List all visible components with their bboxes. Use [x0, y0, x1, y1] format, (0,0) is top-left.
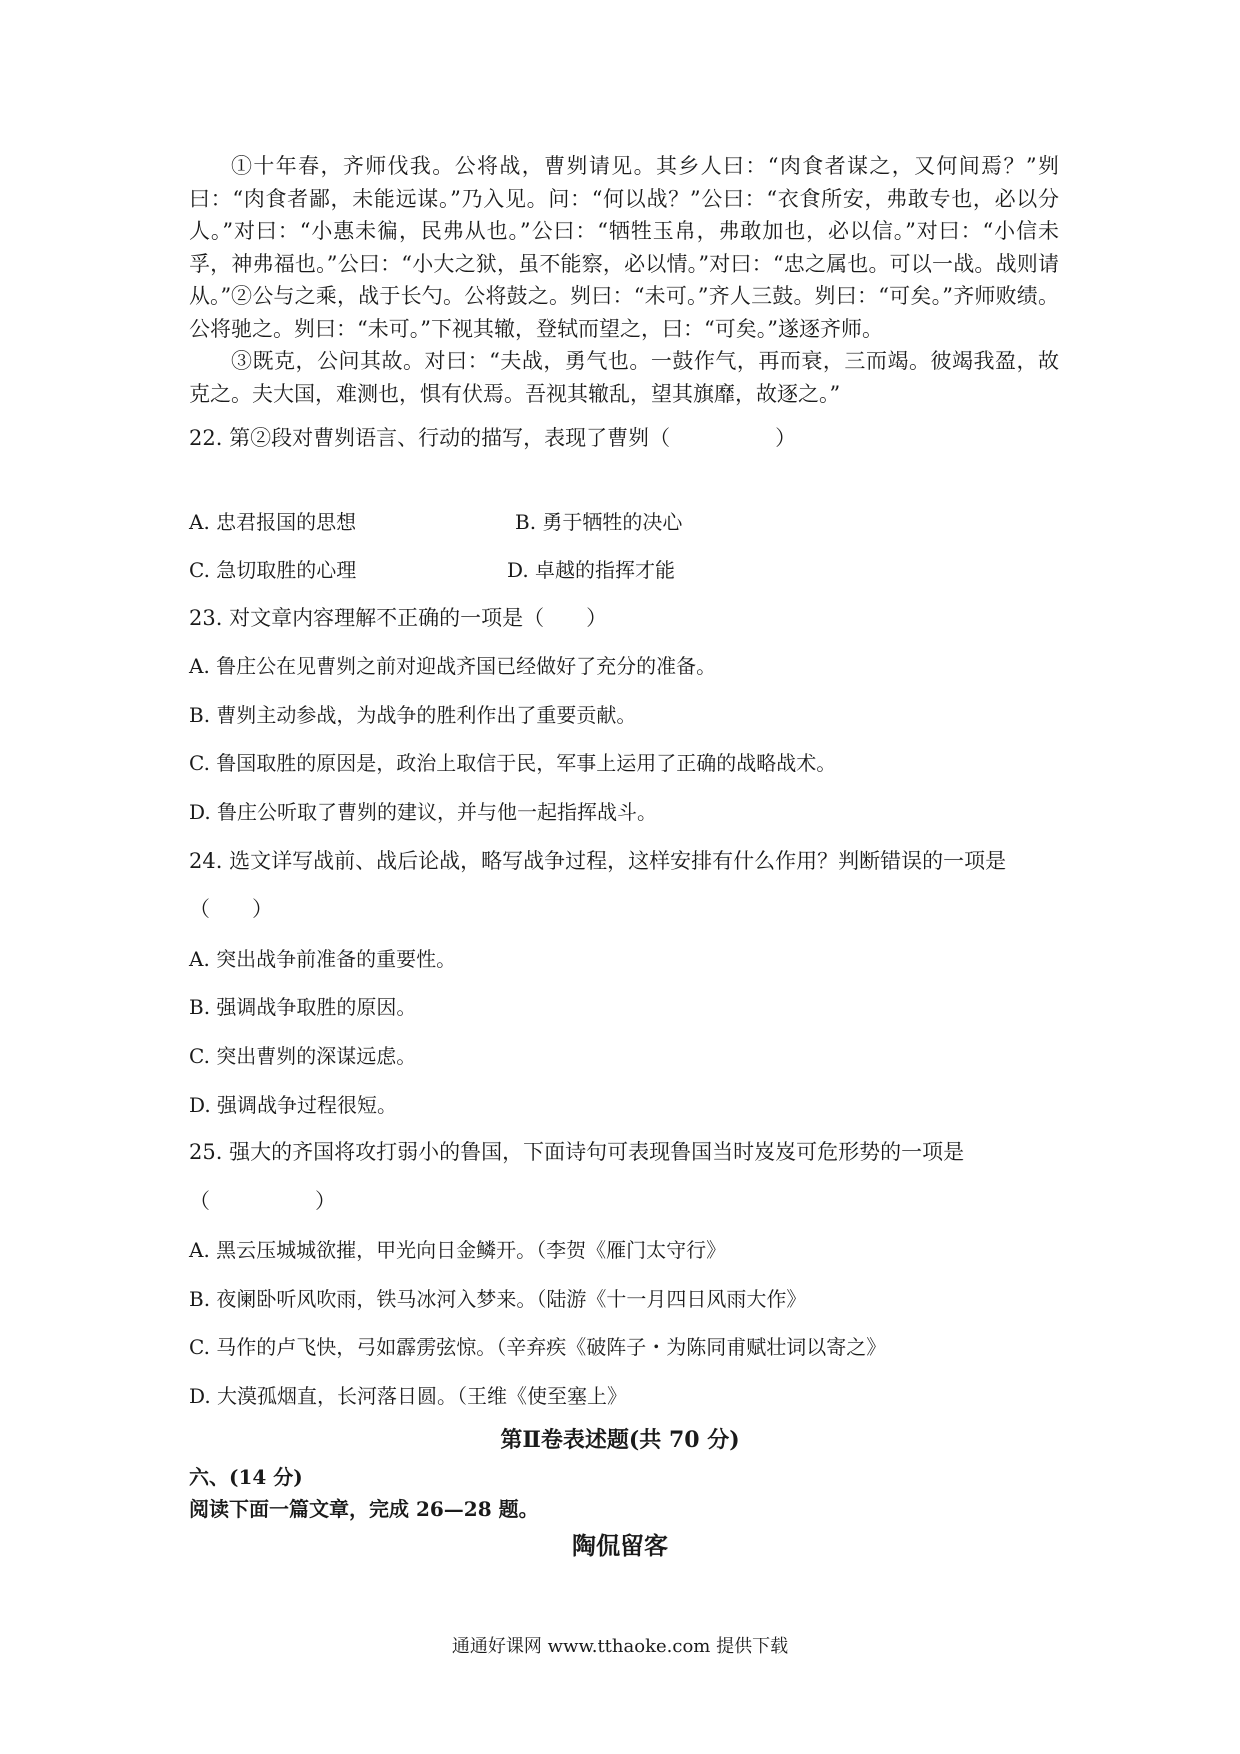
question-22-option-a: A. 忠君报国的思想: [189, 510, 357, 534]
question-24-option-c: C. 突出曹刿的深谋远虑。: [189, 1044, 417, 1068]
question-22-option-c: C. 急切取胜的心理: [189, 558, 357, 582]
article-title: 陶侃留客: [572, 1531, 668, 1560]
reading-instruction: 阅读下面一篇文章，完成 26—28 题。: [189, 1497, 539, 1521]
section-6-heading: 六、(14 分): [189, 1465, 303, 1489]
question-24-option-a: A. 突出战争前准备的重要性。: [189, 947, 457, 971]
question-24-answer-paren: （ ）: [189, 897, 273, 921]
question-22-stem: 22. 第②段对曹刿语言、行动的描写，表现了曹刿（ ）: [189, 426, 797, 450]
question-25-option-c: C. 马作的卢飞快，弓如霹雳弦惊。（辛弃疾《破阵子・为陈同甫赋壮词以寄之》: [189, 1335, 887, 1359]
question-23-option-b: B. 曹刿主动参战，为战争的胜利作出了重要贡献。: [189, 703, 637, 727]
question-23-option-a: A. 鲁庄公在见曹刿之前对迎战齐国已经做好了充分的准备。: [189, 654, 717, 678]
question-25-answer-paren: （ ）: [189, 1189, 336, 1213]
question-25-option-b: B. 夜阑卧听风吹雨，铁马冰河入梦来。（陆游《十一月四日风雨大作》: [189, 1287, 807, 1311]
question-25-option-d: D. 大漠孤烟直，长河落日圆。（王维《使至塞上》: [189, 1384, 628, 1408]
question-24-option-b: B. 强调战争取胜的原因。: [189, 995, 417, 1019]
question-23-option-c: C. 鲁国取胜的原因是，政治上取信于民，军事上运用了正确的战略战术。: [189, 751, 837, 775]
question-24-option-d: D. 强调战争过程很短。: [189, 1093, 398, 1117]
question-24-stem: 24. 选文详写战前、战后论战，略写战争过程，这样安排有什么作用？判断错误的一项是: [189, 849, 1007, 873]
passage-paragraph-2: ②公与之乘，战于长勺。公将鼓之。刿曰：“未可。”齐人三鼓。刿曰：“可矣。”齐师败绩。公将驰之。刿曰：“未可。”下视其辙，登轼而望之，曰：“可矣。”遂逐齐师。: [189, 284, 1059, 341]
question-23-stem: 23. 对文章内容理解不正确的一项是（ ）: [189, 606, 608, 630]
question-22-option-b: B. 勇于牺牲的决心: [515, 510, 683, 534]
passage-paragraph-1: ①十年春，齐师伐我。公将战，曹刿请见。其乡人曰：“肉食者谋之，又何间焉？”刿曰：“肉食者鄙，未能远谋。”乃入见。问：“何以战？”公曰：“衣食所安，弗敢专也，必以分人。”对曰：“小惠未徧，民弗从也。”公曰：“牺牲玉帛，弗敢加也，必以信。”对曰：“小信未孚，神弗福也。”公曰：“小大之狱，虽不能察，必以情。”对曰：“忠之属也。可以一战。战则请从。”: [189, 154, 1059, 308]
question-22-option-d: D. 卓越的指挥才能: [507, 558, 676, 582]
question-25-option-a: A. 黑云压城城欲摧，甲光向日金鳞开。（李贺《雁门太守行》: [189, 1238, 727, 1262]
passage-paragraph-3: ③既克，公问其故。对曰：“夫战，勇气也。一鼓作气，再而衰，三而竭。彼竭我盈，故克之。夫大国，难测也，惧有伏焉。吾视其辙乱，望其旗靡，故逐之。”: [189, 349, 1059, 406]
question-25-stem: 25. 强大的齐国将攻打弱小的鲁国，下面诗句可表现鲁国当时岌岌可危形势的一项是: [189, 1140, 965, 1164]
question-23-option-d: D. 鲁庄公听取了曹刿的建议，并与他一起指挥战斗。: [189, 800, 658, 824]
section-2-title: 第Ⅱ卷表述题(共 70 分): [500, 1427, 740, 1453]
footer-source: 通通好课网 www.tthaoke.com 提供下载: [451, 1636, 789, 1657]
